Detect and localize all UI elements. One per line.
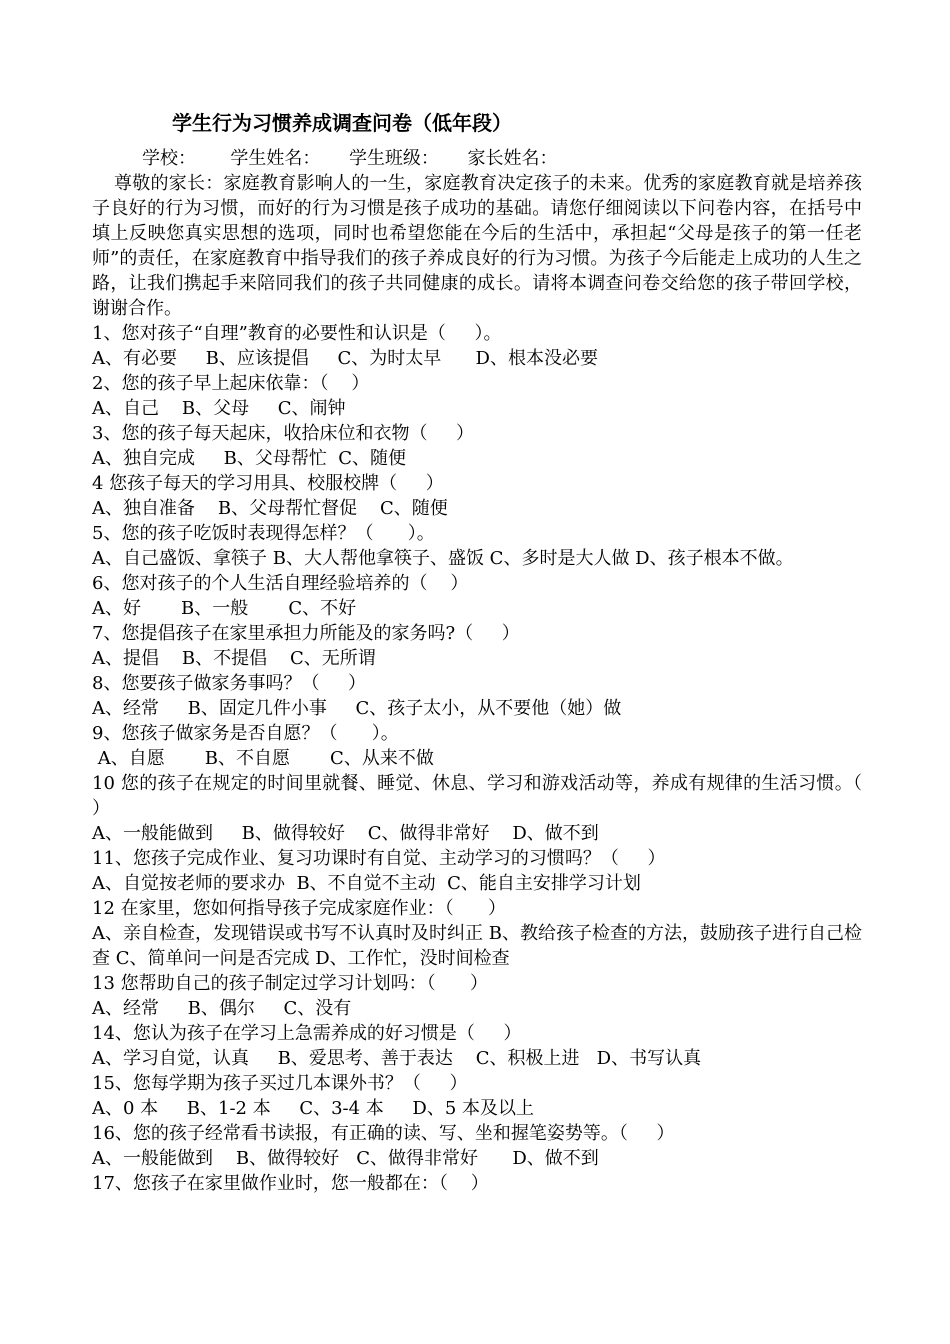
answer-options: A、自己 B、父母 C、闹钟 [92, 398, 346, 419]
answer-options: A、自愿 B、不自愿 C、从来不做 [92, 748, 434, 769]
question-text: 4 您孩子每天的学习用具、校服校牌（ ） [92, 473, 444, 494]
question-text: 7、您提倡孩子在家里承担力所能及的家务吗?（ ） [92, 623, 520, 644]
question-text: 2、您的孩子早上起床依靠：（ ） [92, 373, 370, 394]
answer-options: A、一般能做到 B、做得较好 C、做得非常好 D、做不到 [92, 823, 599, 844]
answer-options: A、经常 B、偶尔 C、没有 [92, 998, 352, 1019]
question-text: 10 您的孩子在规定的时间里就餐、睡觉、休息、学习和游戏活动等，养成有规律的生活习惯。（ ） [92, 773, 862, 819]
answer-options: A、好 B、一般 C、不好 [92, 598, 357, 619]
question-text: 15、您每学期为孩子买过几本课外书？（ ） [92, 1073, 468, 1094]
answer-options: A、自觉按老师的要求办 B、不自觉不主动 C、能自主安排学习计划 [92, 873, 641, 894]
intro-paragraph: 尊敬的家长：家庭教育影响人的一生，家庭教育决定孩子的未来。优秀的家庭教育就是培养孩子良好的行为习惯，而好的行为习惯是孩子成功的基础。请您仔细阅读以下问卷内容，在括号中填上反映您真实思想的选项，同时也希望您能在今后的生活中，承担起“父母是孩子的第一任老师”的责任，在家庭教育中指导我们的孩子养成良好的行为习惯。为孩子今后能走上成功的人生之路，让我们携起手来陪同我们的孩子共同健康的成长。请将本调查问卷交给您的孩子带回学校，谢谢合作。 [92, 173, 862, 319]
question-text: 5、您的孩子吃饭时表现得怎样？（ ）。 [92, 523, 435, 544]
answer-options: A、0 本 B、1-2 本 C、3-4 本 D、5 本及以上 [92, 1098, 535, 1119]
page-title: 学生行为习惯养成调查问卷（低年段） [172, 111, 512, 135]
question-text: 13 您帮助自己的孩子制定过学习计划吗：（ ） [92, 973, 488, 994]
question-text: 16、您的孩子经常看书读报，有正确的读、写、坐和握笔姿势等。（ ） [92, 1123, 675, 1144]
answer-options: A、亲自检查，发现错误或书写不认真时及时纠正 B、教给孩子检查的方法，鼓励孩子进行自己检查 C、简单问一问是否完成 D、工作忙，没时间检查 [92, 923, 862, 969]
question-text: 8、您要孩子做家务事吗？（ ） [92, 673, 367, 694]
question-text: 1、您对孩子“自理”教育的必要性和认识是（ ）。 [92, 323, 502, 344]
question-list [92, 321, 862, 1196]
question-text: 6、您对孩子的个人生活自理经验培养的（ ） [92, 573, 469, 594]
document-page [92, 108, 862, 1196]
question-text: 17、您孩子在家里做作业时，您一般都在：（ ） [92, 1173, 489, 1194]
question-text: 3、您的孩子每天起床，收拾床位和衣物（ ） [92, 423, 475, 444]
info-fields-line: 学校： 学生姓名： 学生班级： 家长姓名： [142, 148, 558, 169]
question-text: 14、您认为孩子在学习上急需养成的好习惯是（ ） [92, 1023, 522, 1044]
answer-options: A、一般能做到 B、做得较好 C、做得非常好 D、做不到 [92, 1148, 599, 1169]
answer-options: A、经常 B、固定几件小事 C、孩子太小，从不要他（她）做 [92, 698, 622, 719]
answer-options: A、自己盛饭、拿筷子 B、大人帮他拿筷子、盛饭 C、多时是大人做 D、孩子根本不做。 [92, 548, 794, 569]
answer-options: A、提倡 B、不提倡 C、无所谓 [92, 648, 376, 669]
answer-options: A、有必要 B、应该提倡 C、为时太早 D、根本没必要 [92, 348, 598, 369]
question-text: 11、您孩子完成作业、复习功课时有自觉、主动学习的习惯吗？（ ） [92, 848, 666, 869]
answer-options: A、独自完成 B、父母帮忙 C、随便 [92, 448, 407, 469]
question-text: 12 在家里，您如何指导孩子完成家庭作业：（ ） [92, 898, 506, 919]
question-text: 9、您孩子做家务是否自愿？（ ）。 [92, 723, 399, 744]
answer-options: A、学习自觉，认真 B、爱思考、善于表达 C、积极上进 D、书写认真 [92, 1048, 702, 1069]
answer-options: A、独自准备 B、父母帮忙督促 C、随便 [92, 498, 448, 519]
